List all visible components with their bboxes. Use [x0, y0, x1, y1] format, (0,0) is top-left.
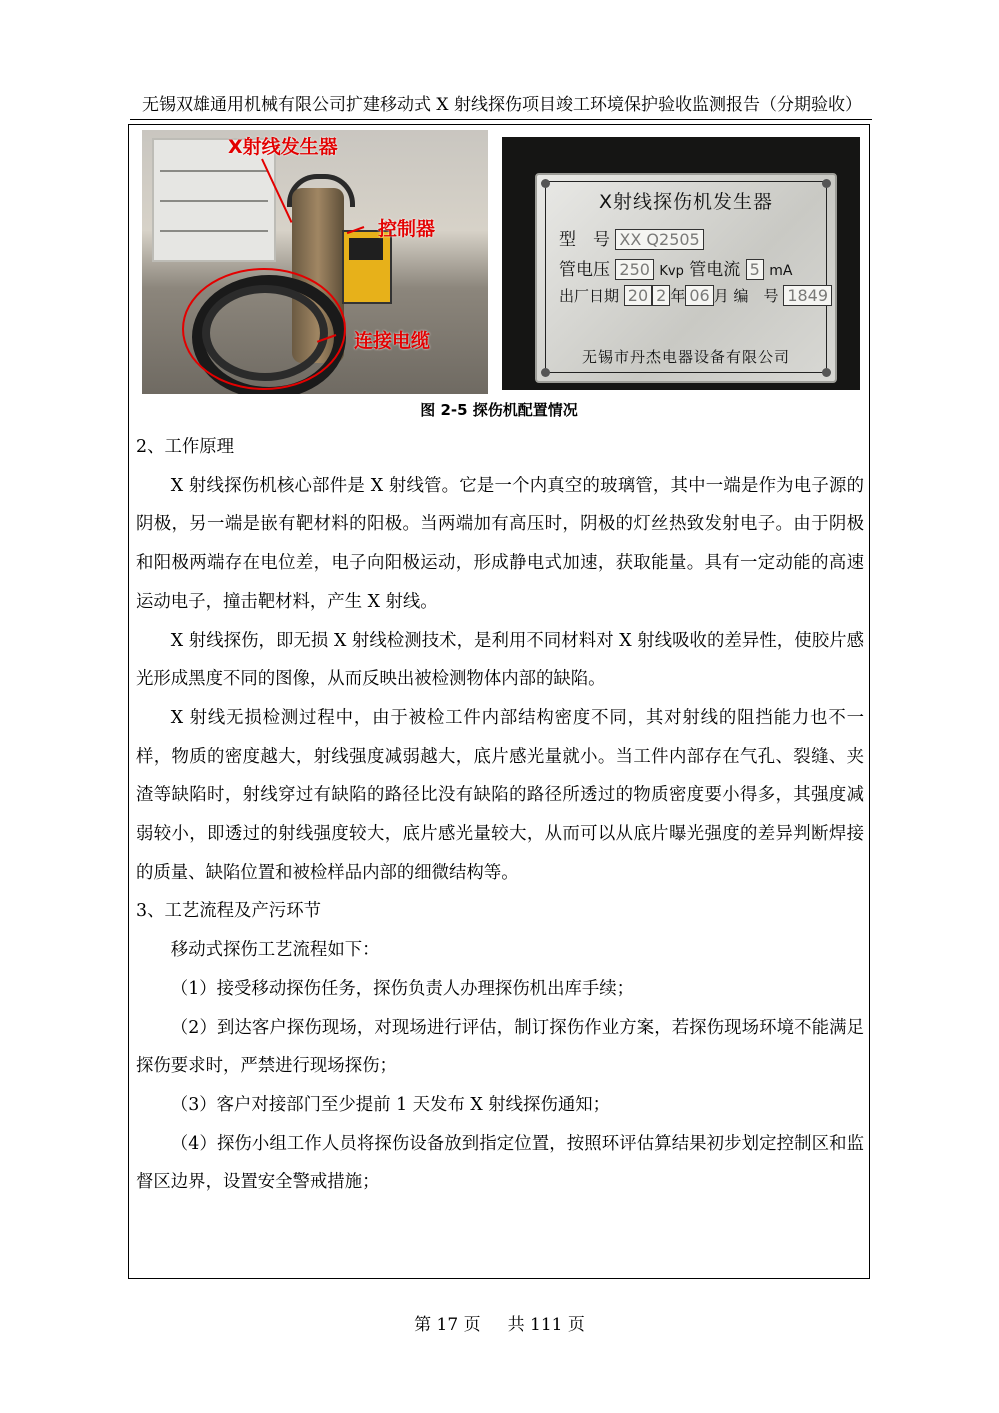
date-year-suffix: 2	[652, 285, 670, 306]
date-year-unit: 年	[670, 287, 686, 305]
current-label: 管电流	[689, 260, 741, 280]
nameplate-rating-row	[559, 255, 792, 280]
voltage-unit: Kvp	[659, 264, 684, 279]
model-value: XX Q2505	[615, 229, 703, 250]
current-unit: mA	[769, 263, 793, 279]
callout-controller: 控制器	[378, 218, 436, 240]
voltage-label: 管电压	[559, 260, 610, 280]
nameplate-photo	[502, 137, 860, 390]
section-heading: 2、工作原理	[136, 437, 235, 457]
list-item: （1）接受移动探伤任务，探伤负责人办理探伤机出库手续；	[170, 978, 635, 999]
equipment-photo	[142, 130, 488, 394]
list-item: （2）到达客户探伤现场，对现场进行评估，制订探伤作业方案，若探伤现场环境不能满足探伤要求时，严禁进行现场探伤；	[136, 1017, 864, 1077]
paragraph: X 射线探伤机核心部件是 X 射线管。它是一个内真空的玻璃管，其中一端是作为电子源的阴极，另一端是嵌有靶材料的阳极。当两端加有高压时，阴极的灯丝热致发射电子。由于阴极和阳极两端存在电位差，电子向阳极运动，形成静电式加速，获取能量。具有一定动能的高速运动电子，撞击靶材料，产生 X 射线。	[136, 475, 864, 612]
list-item: （4）探伤小组工作人员将探伤设备放到指定位置，按照环评估算结果初步划定控制区和监督区边界，设置安全警戒措施；	[136, 1133, 864, 1193]
cabinet-shelf	[160, 170, 268, 172]
nameplate-model-row	[559, 225, 704, 250]
date-month: 06	[685, 285, 713, 306]
voltage-value: 250	[615, 259, 654, 280]
paragraph: 移动式探伤工艺流程如下：	[170, 940, 380, 961]
callout-generator: X射线发生器	[228, 136, 338, 158]
cable-highlight-ring	[182, 268, 346, 390]
controller-panel	[349, 238, 383, 260]
page-header: 无锡双雄通用机械有限公司扩建移动式 X 射线探伤项目竣工环境保护验收监测报告（分期验收）	[142, 95, 862, 115]
date-year-prefix: 20	[624, 285, 652, 306]
cabinet-shelf	[160, 230, 268, 232]
figure-caption: 图 2-5 探伤机配置情况	[420, 401, 578, 419]
cabinet-shelf	[160, 200, 268, 202]
header-rule	[130, 119, 872, 120]
nameplate-maker: 无锡市丹杰电器设备有限公司	[581, 348, 790, 366]
callout-cable: 连接电缆	[354, 330, 431, 352]
serial-value: 1849	[783, 285, 832, 306]
nameplate	[535, 173, 837, 383]
body-content	[136, 428, 864, 1202]
paragraph: X 射线无损检测过程中，由于被检工件内部结构密度不同，其对射线的阻挡能力也不一样，物质的密度越大，射线强度减弱越大，底片感光量就小。当工件内部存在气孔、裂缝、夹渣等缺陷时，射线穿过有缺陷的路径比没有缺陷的路径所透过的物质密度要小得多，其强度减弱较小，即透过的射线强度较大，底片感光量较大，从而可以从底片曝光强度的差异判断焊接的质量、缺陷位置和被检样品内部的细微结构等。	[136, 707, 864, 883]
bolt-icon	[822, 368, 831, 377]
date-month-unit: 月	[713, 287, 729, 305]
date-label: 出厂日期	[559, 287, 620, 305]
bolt-icon	[541, 368, 550, 377]
serial-label: 编 号	[733, 287, 779, 305]
current-value: 5	[746, 259, 764, 280]
paragraph: X 射线探伤，即无损 X 射线检测技术，是利用不同材料对 X 射线吸收的差异性，使胶片感光形成黑度不同的图像，从而反映出被检测物体内部的缺陷。	[136, 630, 864, 690]
page-footer: 第 17 页 共 111 页	[414, 1315, 585, 1335]
list-item: （3）客户对接部门至少提前 1 天发布 X 射线探伤通知；	[170, 1094, 611, 1115]
controller-box	[342, 230, 392, 304]
section-heading: 3、工艺流程及产污环节	[136, 901, 321, 922]
nameplate-title: X射线探伤机发生器	[598, 191, 774, 213]
nameplate-date-row	[559, 285, 832, 306]
model-label: 型 号	[559, 230, 610, 250]
